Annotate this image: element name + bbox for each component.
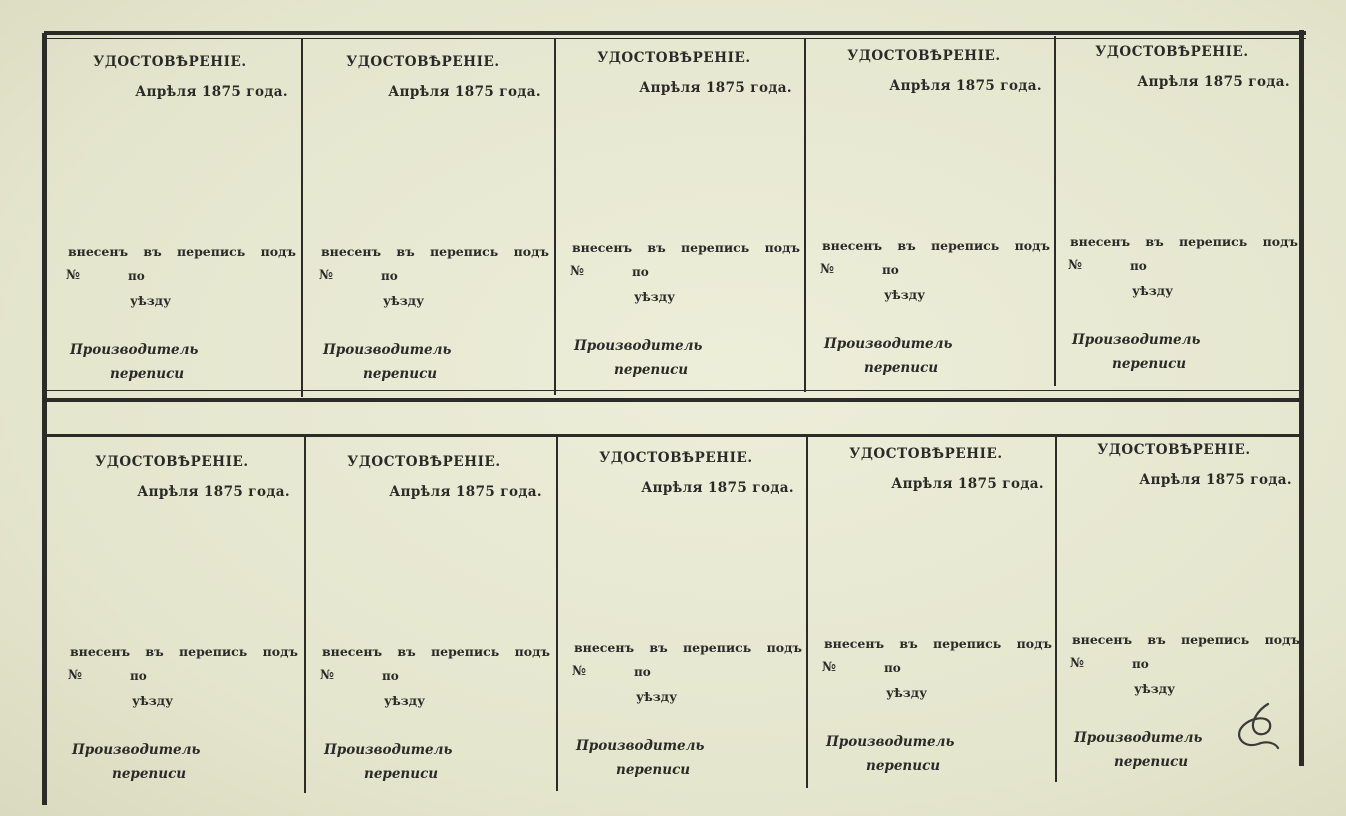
- producer-label: Производитель: [324, 742, 453, 758]
- census-word-label: переписи: [363, 366, 438, 382]
- certificate-blank: [804, 34, 1056, 384]
- certificate-blank: [50, 40, 302, 390]
- census-word-label: переписи: [614, 362, 689, 378]
- certificate-date: Апрѣля 1875 года.: [1137, 74, 1290, 90]
- census-line: внесенъ въ перепись подъ: [70, 644, 298, 659]
- certificate-title: УДОСТОВѢРЕНIЕ.: [1097, 442, 1251, 458]
- uezd-label: уѣзду: [636, 689, 678, 704]
- census-line: внесенъ въ перепись подъ: [68, 244, 296, 259]
- po-label: по: [1130, 259, 1147, 273]
- certificate-blank: [52, 440, 304, 790]
- census-line: внесенъ въ перепись подъ: [574, 640, 802, 655]
- census-line: внесенъ въ перепись подъ: [824, 636, 1052, 651]
- uezd-label: уѣзду: [886, 685, 928, 700]
- census-line: внесенъ въ перепись подъ: [1070, 234, 1298, 249]
- uezd-label: уѣзду: [132, 693, 174, 708]
- producer-label: Производитель: [70, 342, 199, 358]
- uezd-label: уѣзду: [1132, 283, 1174, 298]
- certificate-date: Апрѣля 1875 года.: [389, 484, 542, 500]
- certificate-date: Апрѣля 1875 года.: [137, 484, 290, 500]
- po-label: по: [882, 263, 899, 277]
- number-sign: №: [572, 664, 587, 679]
- number-sign: №: [1068, 258, 1083, 273]
- census-word-label: переписи: [864, 360, 939, 376]
- certificate-title: УДОСТОВѢРЕНIЕ.: [347, 454, 501, 470]
- producer-label: Производитель: [1074, 730, 1203, 746]
- certificate-blank: [554, 36, 806, 386]
- uezd-label: уѣзду: [1134, 681, 1176, 696]
- number-sign: №: [320, 668, 335, 683]
- po-label: по: [130, 669, 147, 683]
- po-label: по: [884, 661, 901, 675]
- certificate-title: УДОСТОВѢРЕНIЕ.: [1095, 44, 1249, 60]
- certificate-blank: [806, 432, 1058, 782]
- number-sign: №: [66, 268, 81, 283]
- producer-label: Производитель: [72, 742, 201, 758]
- producer-label: Производитель: [574, 338, 703, 354]
- certificate-blank: [1052, 30, 1304, 380]
- number-sign: №: [820, 262, 835, 277]
- number-sign: №: [570, 264, 585, 279]
- uezd-label: уѣзду: [130, 293, 172, 308]
- producer-label: Производитель: [1072, 332, 1201, 348]
- certificate-title: УДОСТОВѢРЕНIЕ.: [849, 446, 1003, 462]
- census-word-label: переписи: [866, 758, 941, 774]
- census-line: внесенъ въ перепись подъ: [322, 644, 550, 659]
- producer-label: Производитель: [826, 734, 955, 750]
- po-label: по: [634, 665, 651, 679]
- census-word-label: переписи: [616, 762, 691, 778]
- certificate-title: УДОСТОВѢРЕНIЕ.: [847, 48, 1001, 64]
- certificate-date: Апрѣля 1875 года.: [1139, 472, 1292, 488]
- census-line: внесенъ въ перепись подъ: [822, 238, 1050, 253]
- certificate-title: УДОСТОВѢРЕНIЕ.: [597, 50, 751, 66]
- census-word-label: переписи: [1112, 356, 1187, 372]
- certificate-date: Апрѣля 1875 года.: [639, 80, 792, 96]
- census-word-label: переписи: [110, 366, 185, 382]
- po-label: по: [382, 669, 399, 683]
- po-label: по: [1132, 657, 1149, 671]
- uezd-label: уѣзду: [383, 293, 425, 308]
- number-sign: №: [822, 660, 837, 675]
- certificate-blank: [303, 40, 555, 390]
- middle-rule-top-thin: [46, 390, 1302, 391]
- census-line: внесенъ въ перепись подъ: [1072, 632, 1300, 647]
- left-border: [42, 33, 47, 805]
- producer-label: Производитель: [323, 342, 452, 358]
- po-label: по: [128, 269, 145, 283]
- certificate-title: УДОСТОВѢРЕНIЕ.: [599, 450, 753, 466]
- census-word-label: переписи: [112, 766, 187, 782]
- certificate-date: Апрѣля 1875 года.: [891, 476, 1044, 492]
- uezd-label: уѣзду: [384, 693, 426, 708]
- certificate-date: Апрѣля 1875 года.: [135, 84, 288, 100]
- producer-label: Производитель: [576, 738, 705, 754]
- certificate-title: УДОСТОВѢРЕНIЕ.: [346, 54, 500, 70]
- uezd-label: уѣзду: [884, 287, 926, 302]
- census-word-label: переписи: [364, 766, 439, 782]
- certificate-date: Апрѣля 1875 года.: [388, 84, 541, 100]
- number-sign: №: [319, 268, 334, 283]
- number-sign: №: [68, 668, 83, 683]
- certificate-blank: [556, 436, 808, 786]
- certificate-date: Апрѣля 1875 года.: [889, 78, 1042, 94]
- handwritten-mark-icon: [1228, 700, 1284, 752]
- po-label: по: [632, 265, 649, 279]
- certificate-date: Апрѣля 1875 года.: [641, 480, 794, 496]
- census-word-label: переписи: [1114, 754, 1189, 770]
- po-label: по: [381, 269, 398, 283]
- census-line: внесенъ въ перепись подъ: [572, 240, 800, 255]
- middle-rule-top: [46, 398, 1302, 402]
- certificate-title: УДОСТОВѢРЕНIЕ.: [95, 454, 249, 470]
- number-sign: №: [1070, 656, 1085, 671]
- certificate-title: УДОСТОВѢРЕНIЕ.: [93, 54, 247, 70]
- census-line: внесенъ въ перепись подъ: [321, 244, 549, 259]
- certificate-blank: [304, 440, 556, 790]
- uezd-label: уѣзду: [634, 289, 676, 304]
- producer-label: Производитель: [824, 336, 953, 352]
